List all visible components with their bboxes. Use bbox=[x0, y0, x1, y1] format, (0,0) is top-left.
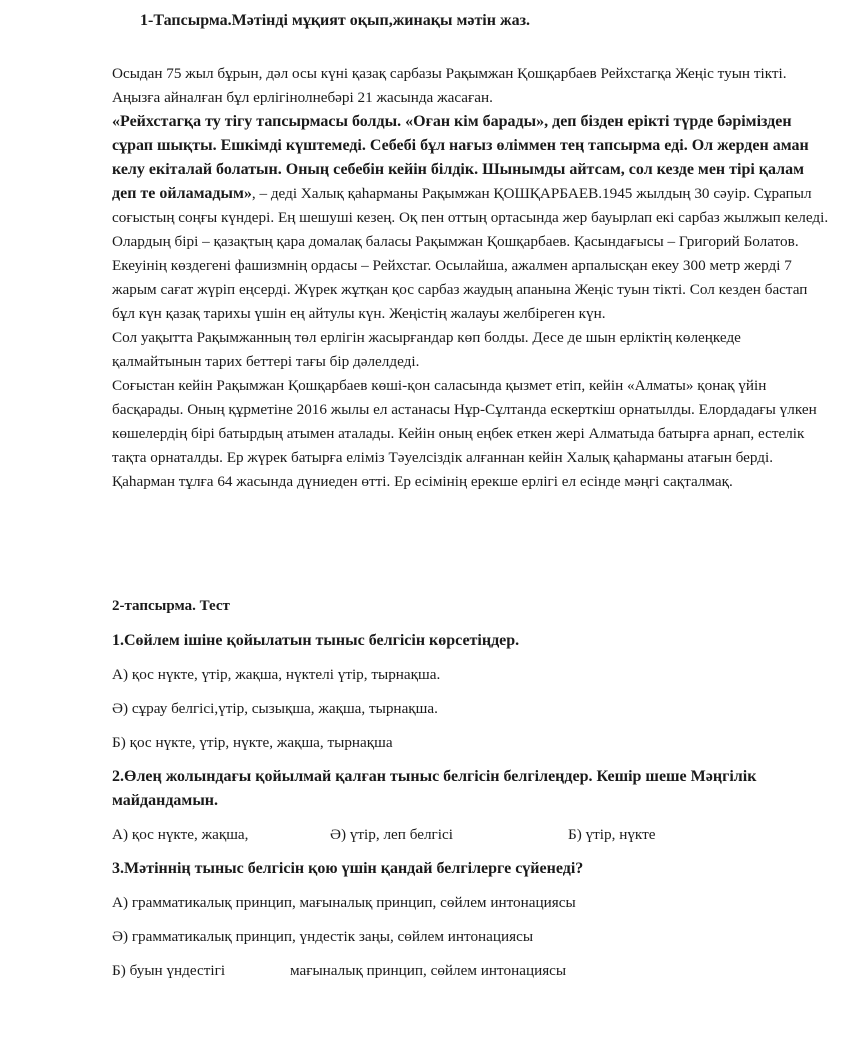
question-3-option-c-part1: Б) буын үндестігі bbox=[112, 962, 226, 979]
paragraph-2: Сол уақытта Рақымжанның төл ерлігін жасырғандар көп болды. Десе де шын ерліктің көлеңкеде қалмайтынын тарих беттері тағы бір дәлелдеді. bbox=[112, 329, 741, 370]
paragraph-1-intro: Осыдан 75 жыл бұрын, дәл осы күні қазақ сарбазы Рақымжан Қошқарбаев Рейхстагқа Жеңіс туын тікті. Аңызға айналған бұл ерлігінолнебәрі 21 жасында жасаған. bbox=[112, 65, 787, 106]
question-2-option-c: Б) үтір, нүкте bbox=[568, 826, 656, 843]
question-2: 2.Өлең жолындағы қойылмай қалған тыныс белгісін белгілеңдер. Кешір шеше Мәңгілік майдандамын. bbox=[112, 768, 757, 809]
task2-heading: 2-тапсырма. Тест bbox=[112, 598, 230, 614]
paragraph-1 bbox=[112, 62, 832, 326]
task1-text bbox=[112, 62, 832, 494]
question-1-option-b: Ә) сұрау белгісі,үтір, сызықша, жақша, тырнақша. bbox=[112, 700, 438, 717]
quote-bold: «Рейхстагқа ту тігу тапсырмасы болды. «Оған кім барады», деп бізден ерікті түрде бәрімізден сұрап шықты. Ешкімді күштемеді. Себебі бұл нағыз өліммен тең тапсырма еді. Ол жерден аман келу екіталай болатын. Оның себебін кейін білдік. Шынымды айтсам, сол кезде мен тірі қалам деп те ойламадым» bbox=[112, 113, 809, 202]
paragraph-3: Соғыстан кейін Рақымжан Қошқарбаев көші-қон саласында қызмет етіп, кейін «Алматы» қонақ үйін басқарады. Оның құрметіне 2016 жылы ел астанасы Нұр-Сұлтанда ескерткіш орнатылды. Елордадағы үлкен көшелердің бірі батырдың атымен аталады. Кейін оның еңбек еткен жері Алматыда батырға арнап, естелік тақта орнаталды. Ер жүрек батырға еліміз Тәуелсіздік алғаннан кейін Халық қаһарманы атағын берді. Қаһарман тұлға 64 жасында дүниеден өтті. Ер есімінің ерекше ерлігі ел есінде мәңгі сақталмақ. bbox=[112, 377, 817, 490]
question-1-option-a: А) қос нүкте, үтір, жақша, нүктелі үтір, тырнақша. bbox=[112, 666, 441, 683]
paragraph-1-rest: , – деді Халық қаһарманы Рақымжан ҚОШҚАРБАЕВ.1945 жылдың 30 сәуір. Сұрапыл соғыстың соңғы күндері. Ең шешуші кезең. Оқ пен оттың ортасында жер бауырлап екі сарбаз жылжып келеді. Олардың бірі – қазақтың қара домалақ баласы Рақымжан Қошқарбаев. Қасындағысы – Григорий Болатов. Екеуінің көздегені фашизмнің ордасы – Рейхстаг. Осылайша, ажалмен арпалысқан екеу 300 метр жерді 7 жарым сағат жүріп еңсерді. Жүрек жұтқан қос сарбаз жаудың апанына Жеңіс туын тікті. Сол кезден бастап бұл күн қазақ тарихы үшін ең айтулы күн. Жеңістің жалауы желбіреген күн. bbox=[112, 185, 829, 322]
question-2-options bbox=[112, 823, 832, 847]
question-1: 1.Сөйлем ішіне қойылатын тыныс белгісін көрсетіңдер. bbox=[112, 632, 520, 649]
question-3-option-a: А) грамматикалық принцип, мағыналық принцип, сөйлем интонациясы bbox=[112, 894, 576, 911]
question-3-option-c-part2: мағыналық принцип, сөйлем интонациясы bbox=[290, 962, 567, 979]
question-3-option-c bbox=[112, 959, 832, 983]
task1-title: 1-Тапсырма.Мәтінді мұқият оқып,жинақы мәтін жаз. bbox=[140, 12, 530, 29]
question-3-option-b: Ә) грамматикалық принцип, үндестік заңы, сөйлем интонациясы bbox=[112, 928, 534, 945]
task2-section bbox=[112, 596, 832, 993]
question-2-option-a: А) қос нүкте, жақша, bbox=[112, 826, 249, 843]
question-2-option-b: Ә) үтір, леп белгісі bbox=[330, 826, 453, 843]
question-1-option-c: Б) қос нүкте, үтір, нүкте, жақша, тырнақша bbox=[112, 734, 393, 751]
question-3: 3.Мәтіннің тыныс белгісін қою үшін қандай белгілерге сүйенеді? bbox=[112, 860, 584, 877]
